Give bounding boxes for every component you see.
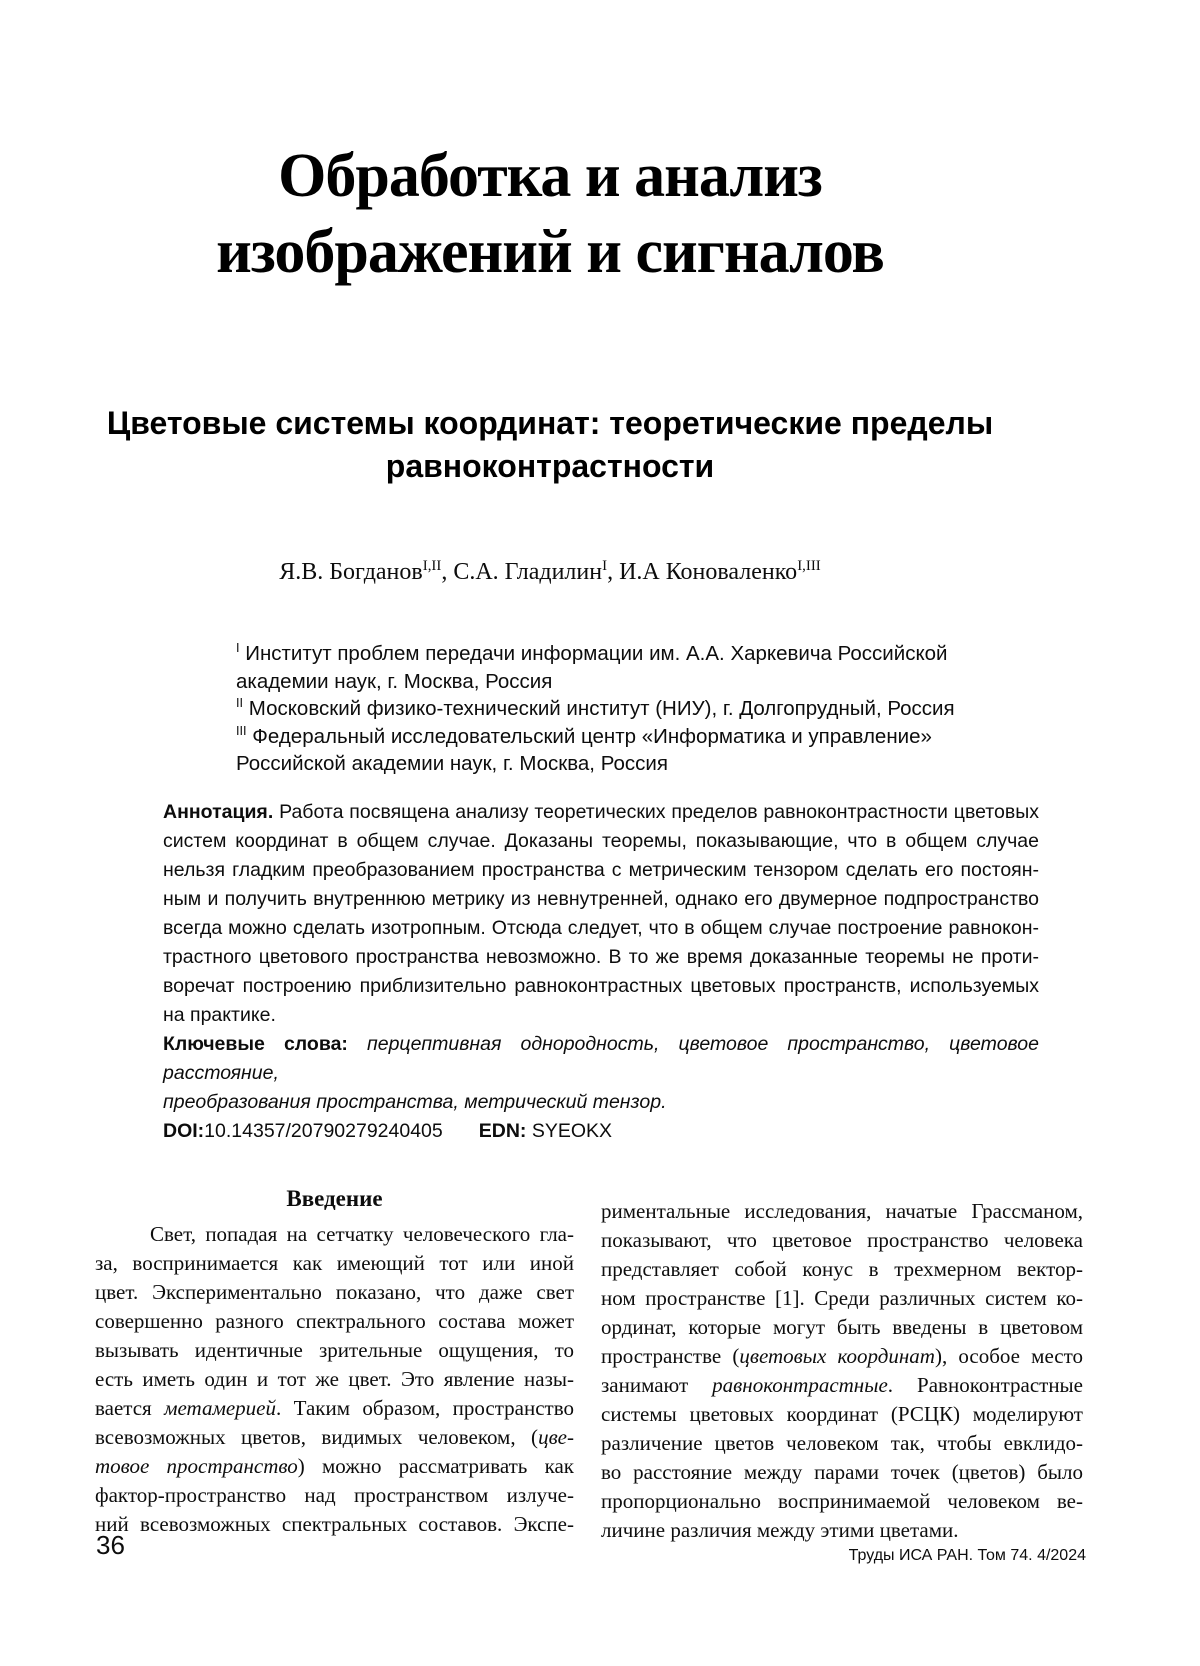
intro-text-line: цвет. Экспериментально показано, что даже свет — [95, 1280, 574, 1304]
intro-text-line: системы цветовых координат (РСЦК) моделируют — [601, 1402, 1083, 1426]
article-title — [0, 402, 1100, 488]
abstract-line: воречат построению приблизительно равноконтрастных цветовых пространств, используемых — [163, 975, 1039, 997]
intro-text-line: показывают, что цветовое пространство человека — [601, 1228, 1083, 1252]
intro-text-line: ном пространстве [1]. Среди различных систем ко- — [601, 1286, 1083, 1310]
keywords-line: преобразования пространства, метрический тензор. — [163, 1091, 667, 1113]
abstract-line: Аннотация. Работа посвящена анализу теоретических пределов равноконтрастности цветовых — [163, 801, 1039, 823]
intro-text-line: ординат, которые могут быть введены в цветовом — [601, 1315, 1083, 1339]
doi-line — [163, 1117, 1039, 1146]
intro-text-line: Свет, попадая на сетчатку человеческого гла- — [150, 1222, 574, 1246]
keywords — [163, 1030, 1039, 1117]
journal-reference: Труды ИСА РАН. Том 74. 4/2024 — [848, 1547, 1086, 1564]
intro-text-line: за, воспринимается как имеющий тот или иной — [95, 1251, 574, 1275]
doi-text: DOI:10.14357/20790279240405 EDN: SYEOKX — [163, 1120, 613, 1142]
intro-right-column — [601, 1184, 1083, 1545]
abstract-line: нельзя гладким преобразованием пространства с метрическим тензором сделать его постоян- — [163, 859, 1039, 881]
intro-text-line: есть иметь один и тот же цвет. Это явление назы- — [95, 1367, 574, 1391]
intro-text-line: риментальные исследования, начатые Грассманом, — [601, 1199, 1083, 1223]
intro-text-line: во расстояние между парами точек (цветов) было — [601, 1460, 1083, 1484]
intro-text-line: вызывать идентичные зрительные ощущения, то — [95, 1338, 574, 1362]
intro-left-text — [95, 1220, 574, 1539]
intro-text-line: вается метамерией. Таким образом, пространство — [95, 1396, 574, 1420]
intro-heading: Введение — [286, 1186, 383, 1211]
intro-text-line: всевозможных цветов, видимых человеком, (цве- — [95, 1425, 574, 1449]
affiliation-line: $^{III}$ Федеральный исследовательский центр «Информатика и управление» — [236, 722, 932, 748]
abstract — [163, 798, 1039, 1030]
intro-text-line: фактор-пространство над пространством излуче- — [95, 1483, 574, 1507]
affiliation-line: академии наук, г. Москва, Россия — [236, 669, 553, 693]
intro-text-line: занимают равноконтрастные. Равноконтрастные — [601, 1373, 1083, 1397]
section-title — [0, 138, 1100, 290]
affiliation-line: $^{II}$ Московский физико-технический институт (НИУ), г. Долгопрудный, Россия — [236, 695, 955, 720]
article-meta — [163, 798, 1039, 1146]
abstract-line: трастного цветового пространства невозможно. В то же время доказанные теоремы не проти- — [163, 946, 1039, 968]
intro-text-line: представляет собой конус в трехмерном вектор- — [601, 1257, 1083, 1281]
article-title-line2: равноконтрастности — [385, 448, 715, 484]
keywords-line: Ключевые слова: перцептивная однородность, цветовое пространство, цветовое расстояние, — [163, 1033, 1039, 1084]
abstract-line: на практике. — [163, 1004, 276, 1026]
intro-text-line: пропорционально воспринимаемой человеком ве- — [601, 1489, 1083, 1513]
intro-text-line: пространстве (цветовых координат), особое место — [601, 1344, 1084, 1368]
intro-text-line: различение цветов человеком так, чтобы евклидо- — [601, 1431, 1083, 1455]
intro-text-line: личине различия между этими цветами. — [601, 1518, 959, 1542]
affiliation-line: $^I$ Институт проблем передачи информации им. А.А. Харкевича Российской — [236, 640, 948, 665]
affiliations — [236, 640, 1056, 778]
section-title-line2: изображений и сигналов — [216, 218, 884, 286]
section-title-line1: Обработка и анализ — [278, 142, 822, 210]
intro-text-line: совершенно разного спектрального состава может — [95, 1309, 574, 1333]
article-title-line1: Цветовые системы координат: теоретические пределы — [106, 405, 994, 441]
intro-text-line: ний всевозможных спектральных составов. Экспе- — [95, 1512, 574, 1536]
affiliation-line: Российской академии наук, г. Москва, Россия — [236, 752, 668, 775]
abstract-line: ным и получить внутреннюю метрику из невнутренней, однако его двумерное подпространство — [163, 888, 1039, 910]
authors-line — [0, 556, 1100, 588]
page-number: 36 — [96, 1530, 125, 1560]
abstract-line: всегда можно сделать изотропным. Отсюда следует, что в общем случае построение равнокон- — [163, 917, 1039, 939]
intro-text-line: товое пространство) можно рассматривать как — [95, 1454, 574, 1478]
intro-columns — [95, 1184, 1083, 1545]
intro-left-column — [95, 1184, 574, 1545]
authors-text: Я.В. Богданов$^{I,II}$, С.А. Гладилин$^I$, И.А Коноваленко$^{I,III}$ — [279, 558, 821, 585]
abstract-line: систем координат в общем случае. Доказаны теоремы, показывающие, что в общем случае — [163, 830, 1039, 852]
